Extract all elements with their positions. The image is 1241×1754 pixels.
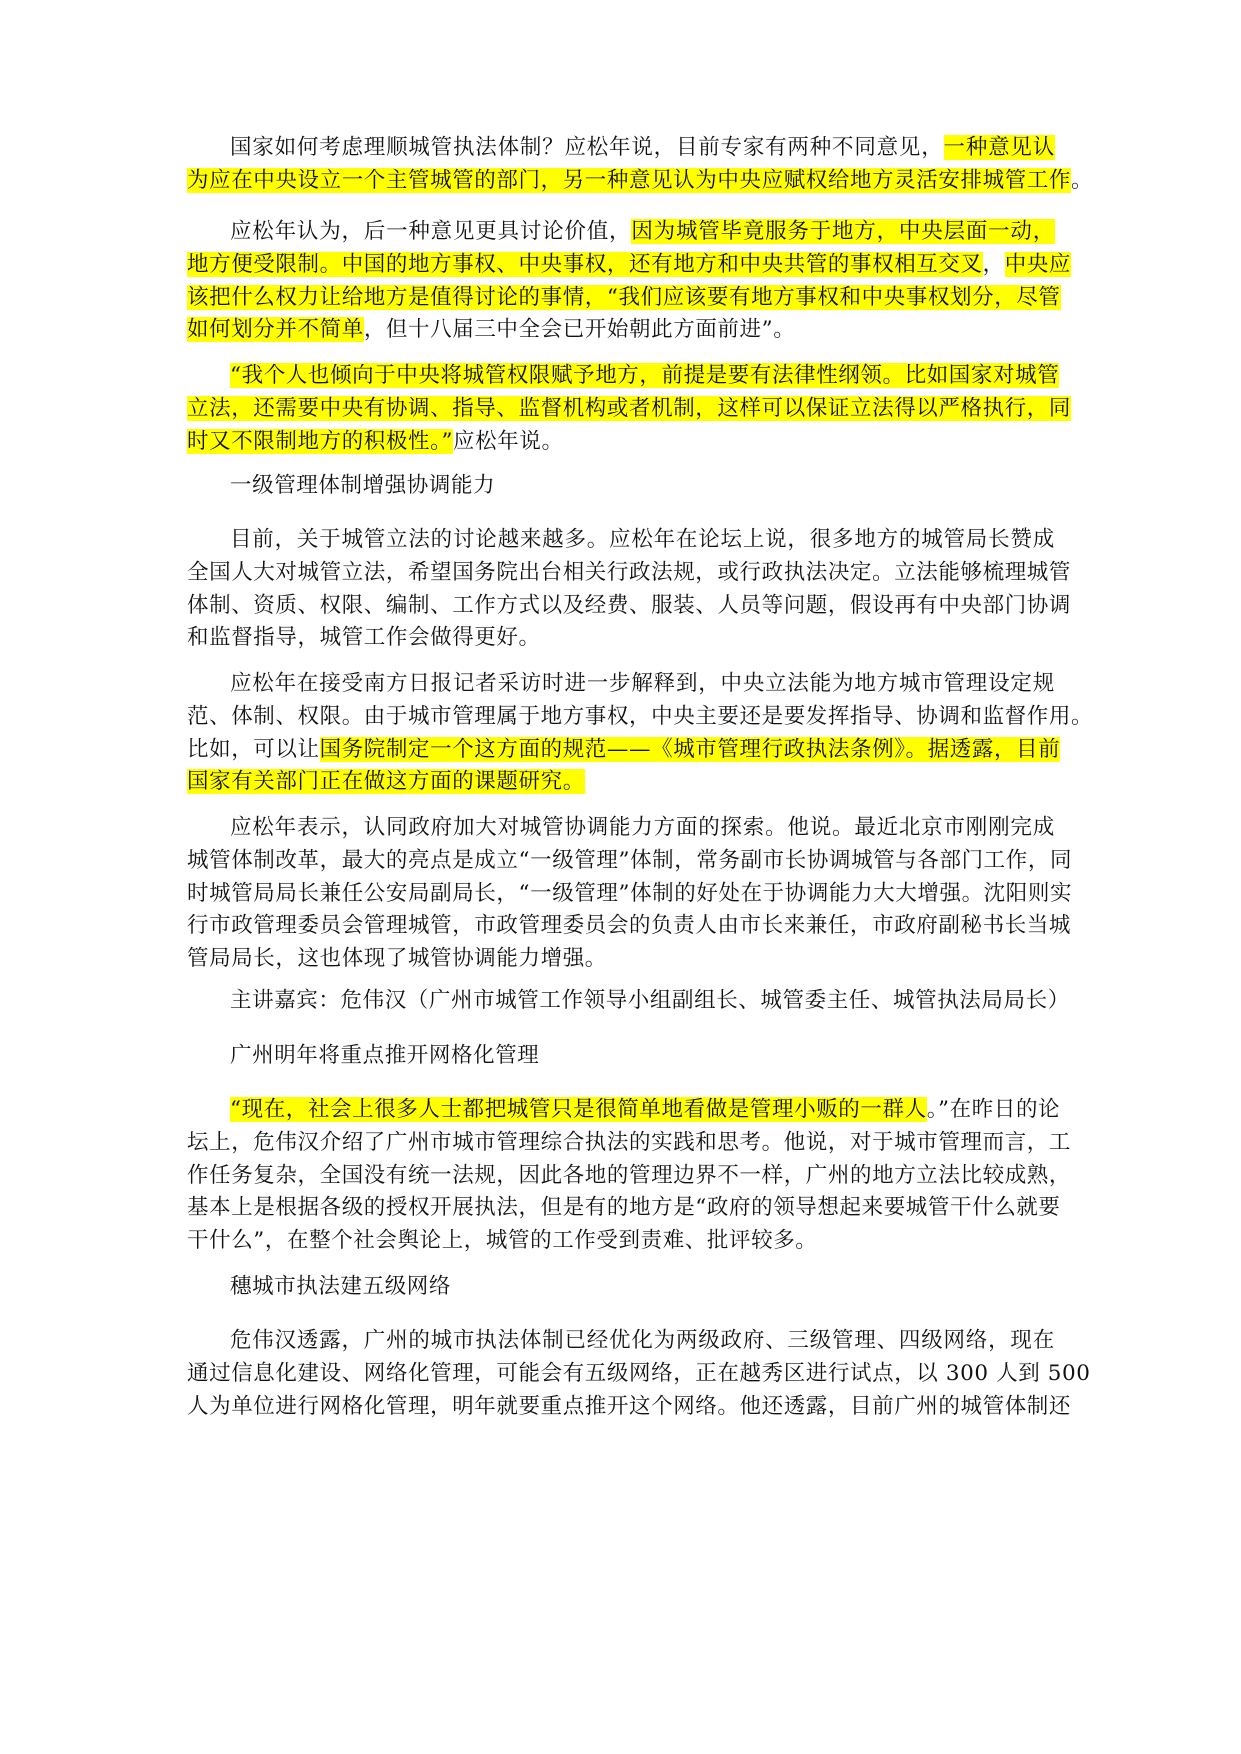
section-heading bbox=[187, 1271, 1055, 1304]
text-line bbox=[187, 985, 1070, 1018]
text-line bbox=[187, 1325, 1055, 1358]
text-segment: 应松年认为，后一种意见更具讨论价值， bbox=[230, 219, 632, 244]
text-segment: 和监督指导，城管工作会做得更好。 bbox=[187, 625, 541, 651]
text-line bbox=[187, 668, 1055, 701]
text-segment: 干什么”，在整个社会舆论上，城管的工作受到责难、批评较多。 bbox=[187, 1228, 818, 1254]
text-segment: ，但十八届三中全会已开始朝此方面前进”。 bbox=[363, 317, 796, 343]
text-segment: 城管体制改革，最大的亮点是成立“一级管理”体制，常务副市长协调城管与各部门工作，同 bbox=[187, 847, 1073, 873]
text-line bbox=[187, 1040, 1055, 1073]
text-line bbox=[187, 845, 1073, 878]
paragraph bbox=[187, 360, 1072, 458]
text-segment: 应松年在接受南方日报记者采访时进一步解释到，中央立法能为地方城市管理设定规 bbox=[230, 671, 1055, 696]
text-line bbox=[187, 766, 1055, 799]
text-segment: 危伟汉透露，广州的城市执法体制已经优化为两级政府、三级管理、四级网络，现在 bbox=[230, 1328, 1055, 1353]
text-segment: 人为单位进行网格化管理，明年就要重点推开这个网络。他还透露，目前广州的城管体制还 bbox=[187, 1393, 1072, 1419]
paragraph bbox=[187, 1094, 1072, 1258]
text-segment: 作任务复杂，全国没有统一法规，因此各地的管理边界不一样，广州的地方立法比较成熟， bbox=[187, 1162, 1072, 1188]
text-line bbox=[187, 557, 1072, 590]
text-segment: ， bbox=[982, 251, 1005, 277]
text-line bbox=[187, 910, 1072, 943]
text-line bbox=[187, 1127, 1072, 1160]
text-line bbox=[187, 734, 1061, 767]
paragraph bbox=[187, 524, 1072, 655]
text-segment: 一级管理体制增强协调能力 bbox=[230, 473, 496, 498]
text-segment: 基本上是根据各级的授权开展执法，但是有的地方是“政府的领导想起来要城管干什么就要 bbox=[187, 1195, 1061, 1221]
text-segment: 通过信息化建设、网络化管理，可能会有五级网络，正在越秀区进行试点，以 300 人到 500 bbox=[187, 1360, 1091, 1386]
text-segment: 国家如何考虑理顺城管执法体制？应松年说，目前专家有两种不同意见， bbox=[230, 135, 944, 160]
text-segment: 。 bbox=[1071, 167, 1094, 193]
paragraph bbox=[187, 1325, 1091, 1423]
highlighted-text: 如何划分并不简单 bbox=[187, 317, 364, 343]
text-segment: 范、体制、权限。由于城市管理属于地方事权，中央主要还是要发挥指导、协调和监督作用。 bbox=[187, 703, 1094, 729]
text-line bbox=[187, 1160, 1072, 1193]
paragraph bbox=[187, 668, 1094, 799]
text-line bbox=[187, 426, 1055, 459]
text-segment: 管局局长，这也体现了城管协调能力增强。 bbox=[187, 946, 607, 972]
text-line bbox=[187, 622, 1055, 655]
paragraph bbox=[187, 812, 1073, 976]
highlighted-text: 立法，还需要中央有协调、指导、监督机构或者机制，这样可以保证立法得以严格执行，同 bbox=[187, 395, 1072, 421]
paragraph bbox=[187, 216, 1072, 347]
text-segment: 行市政管理委员会管理城管，市政管理委员会的负责人由市长来兼任，市政府副秘书长当城 bbox=[187, 913, 1072, 939]
section-heading bbox=[187, 470, 1055, 503]
text-segment: 应松年说。 bbox=[453, 428, 564, 454]
text-line bbox=[187, 943, 1055, 976]
text-segment: 比如，可以让 bbox=[187, 736, 320, 762]
highlighted-text: 地方便受限制。中国的地方事权、中央事权，还有地方和中央共管的事权相互交叉 bbox=[187, 251, 983, 277]
highlighted-text: 中央应 bbox=[1004, 251, 1072, 277]
speaker-line bbox=[187, 985, 1070, 1018]
text-segment: 穗城市执法建五级网络 bbox=[230, 1274, 452, 1299]
paragraph bbox=[187, 132, 1094, 198]
text-line bbox=[187, 282, 1061, 315]
highlighted-text: 时又不限制地方的积极性。” bbox=[187, 428, 454, 454]
section-heading bbox=[187, 1040, 1055, 1073]
text-line bbox=[187, 165, 1094, 198]
text-line bbox=[187, 1271, 1055, 1304]
highlighted-text: 一种意见认 bbox=[943, 135, 1056, 160]
highlighted-text: 因为城管毕竟服务于地方，中央层面一动， bbox=[631, 219, 1056, 244]
text-line bbox=[187, 470, 1055, 503]
highlighted-text: 该把什么权力让给地方是值得讨论的事情，“我们应该要有地方事权和中央事权划分，尽管 bbox=[187, 284, 1061, 310]
highlighted-text: “我个人也倾向于中央将城管权限赋予地方，前提是要有法律性纲领。比如国家对城管 bbox=[230, 363, 1060, 388]
text-line bbox=[187, 393, 1072, 426]
text-line bbox=[187, 878, 1073, 911]
text-line bbox=[187, 1192, 1061, 1225]
text-line bbox=[187, 1094, 1061, 1127]
text-segment: 时城管局局长兼任公安局副局长，“一级管理”体制的好处在于协调能力大大增强。沈阳则实 bbox=[187, 880, 1073, 906]
text-line bbox=[187, 1225, 1055, 1258]
text-line bbox=[187, 524, 1055, 557]
text-line bbox=[187, 216, 1055, 249]
text-segment: 目前，关于城管立法的讨论越来越多。应松年在论坛上说，很多地方的城管局长赞成 bbox=[230, 527, 1055, 552]
highlighted-text: 国务院制定一个这方面的规范——《城市管理行政执法条例》。据透露，目前 bbox=[319, 736, 1061, 762]
text-line bbox=[187, 132, 1055, 165]
text-segment: 广州明年将重点推开网格化管理 bbox=[230, 1043, 540, 1068]
text-segment: 。”在昨日的论 bbox=[926, 1097, 1061, 1122]
text-segment: 主讲嘉宾：危伟汉（广州市城管工作领导小组副组长、城管委主任、城管执法局局长） bbox=[230, 988, 1070, 1013]
highlighted-text: 国家有关部门正在做这方面的课题研究。 bbox=[187, 769, 585, 795]
text-segment: 体制、资质、权限、编制、工作方式以及经费、服装、人员等问题，假设再有中央部门协调 bbox=[187, 592, 1072, 618]
highlighted-text: “现在，社会上很多人士都把城管只是很简单地看做是管理小贩的一群人 bbox=[230, 1097, 927, 1122]
text-segment: 坛上，危伟汉介绍了广州市城市管理综合执法的实践和思考。他说，对于城市管理而言，工 bbox=[187, 1129, 1072, 1155]
text-line bbox=[187, 314, 1055, 347]
text-line bbox=[187, 1391, 1072, 1424]
text-segment: 应松年表示，认同政府加大对城管协调能力方面的探索。他说。最近北京市刚刚完成 bbox=[230, 815, 1055, 840]
text-line bbox=[187, 590, 1072, 623]
highlighted-text: 为应在中央设立一个主管城管的部门，另一种意见认为中央应赋权给地方灵活安排城管工作 bbox=[187, 167, 1072, 193]
text-line bbox=[187, 812, 1055, 845]
text-line bbox=[187, 360, 1060, 393]
text-segment: 全国人大对城管立法，希望国务院出台相关行政法规，或行政执法决定。立法能够梳理城管 bbox=[187, 559, 1072, 585]
text-line bbox=[187, 1358, 1091, 1391]
text-line bbox=[187, 249, 1072, 282]
text-line bbox=[187, 701, 1094, 734]
